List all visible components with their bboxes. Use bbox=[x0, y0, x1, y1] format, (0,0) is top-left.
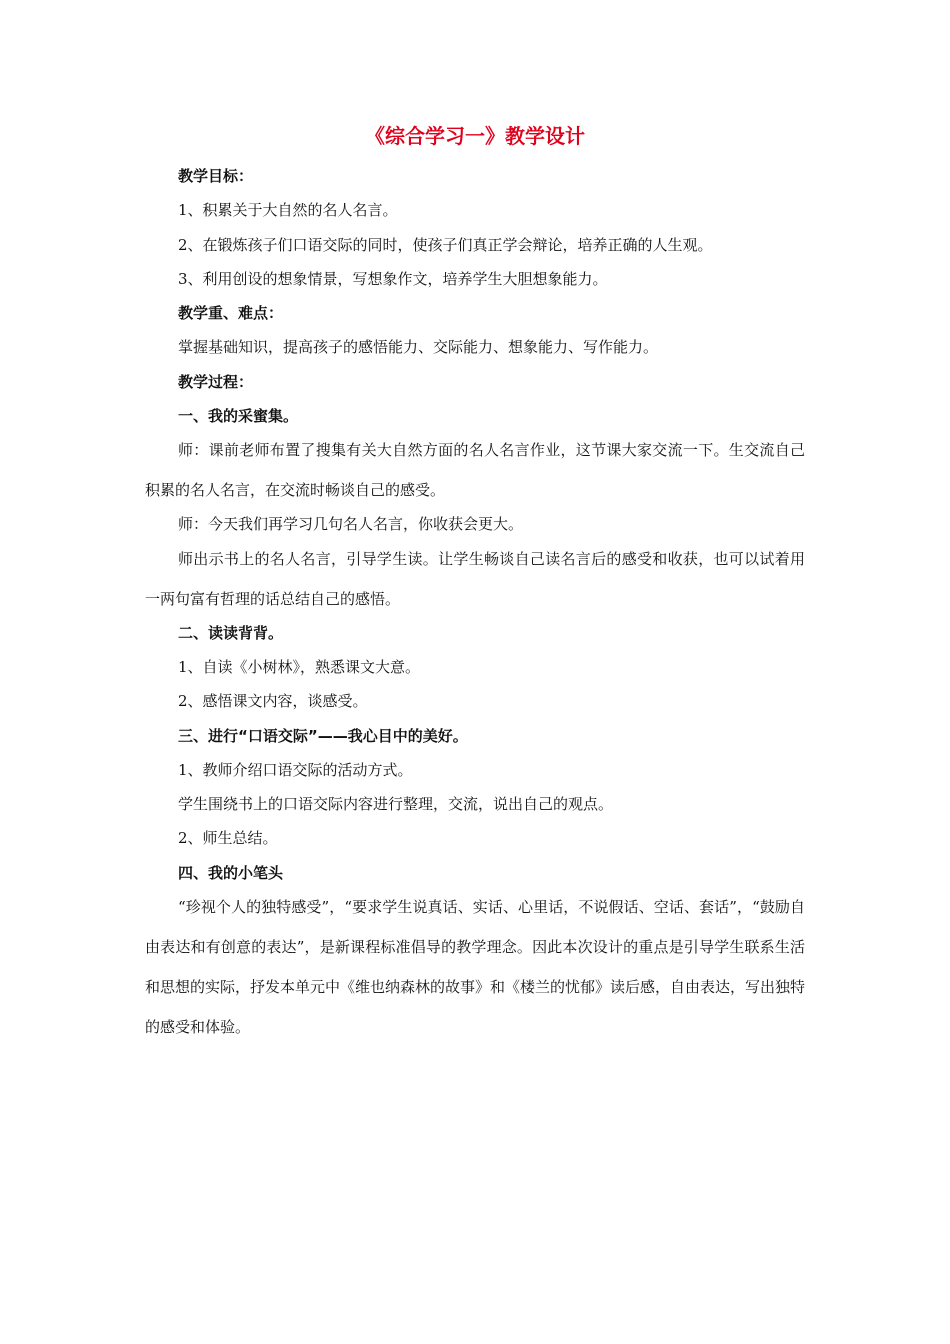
goals-heading: 教学目标： bbox=[178, 167, 254, 185]
key-points-text: 掌握基础知识，提高孩子的感悟能力、交际能力、想象能力、写作能力。 bbox=[178, 338, 659, 357]
document-body bbox=[145, 159, 805, 1044]
section3-item: 1、教师介绍口语交际的活动方式。 bbox=[178, 760, 413, 779]
section2-item: 2、感悟课文内容，谈感受。 bbox=[178, 692, 368, 711]
goal-item: 3、利用创设的想象情景，写想象作文，培养学生大胆想象能力。 bbox=[178, 269, 608, 288]
goal-item: 2、在锻炼孩子们口语交际的同时，使孩子们真正学会辩论，培养正确的人生观。 bbox=[178, 235, 713, 254]
document-title: 《综合学习一》教学设计 bbox=[365, 124, 585, 148]
section1-paragraph: 师出示书上的名人名言，引导学生读。让学生畅谈自己读名言后的感受和收获，也可以试着用一两句富有哲理的话总结自己的感悟。 bbox=[145, 549, 805, 608]
process-heading: 教学过程： bbox=[178, 372, 254, 391]
key-points-heading: 教学重、难点： bbox=[178, 304, 284, 323]
section3-note: 学生围绕书上的口语交际内容进行整理，交流，说出自己的观点。 bbox=[178, 795, 614, 814]
section2-item: 1、自读《小树林》，熟悉课文大意。 bbox=[178, 657, 421, 676]
section4-paragraph: “珍视个人的独特感受”，“要求学生说真话、实话、心里话，不说假话、空话、套话”，“鼓励自由表达和有创意的表达”，是新课程标准倡导的教学理念。因此本次设计的重点是引导学生联系生活和思想的实际，抒发本单元中《维也纳森林的故事》和《楼兰的忧郁》读后感，自由表达，写出独特的感受和体验。 bbox=[145, 898, 806, 1037]
section3-heading: 三、进行“口语交际”——我心目中的美好。 bbox=[178, 726, 468, 745]
goal-item: 1、积累关于大自然的名人名言。 bbox=[178, 201, 398, 220]
section1-paragraph: 师：今天我们再学习几句名人名言，你收获会更大。 bbox=[178, 515, 524, 534]
section4-heading: 四、我的小笔头 bbox=[178, 863, 284, 882]
section1-paragraph: 师：课前老师布置了搜集有关大自然方面的名人名言作业，这节课大家交流一下。生交流自己积累的名人名言，在交流时畅谈自己的感受。 bbox=[145, 441, 805, 500]
section3-item: 2、师生总结。 bbox=[178, 829, 278, 848]
section1-heading: 一、我的采蜜集。 bbox=[178, 407, 299, 426]
section2-heading: 二、读读背背。 bbox=[178, 623, 284, 642]
